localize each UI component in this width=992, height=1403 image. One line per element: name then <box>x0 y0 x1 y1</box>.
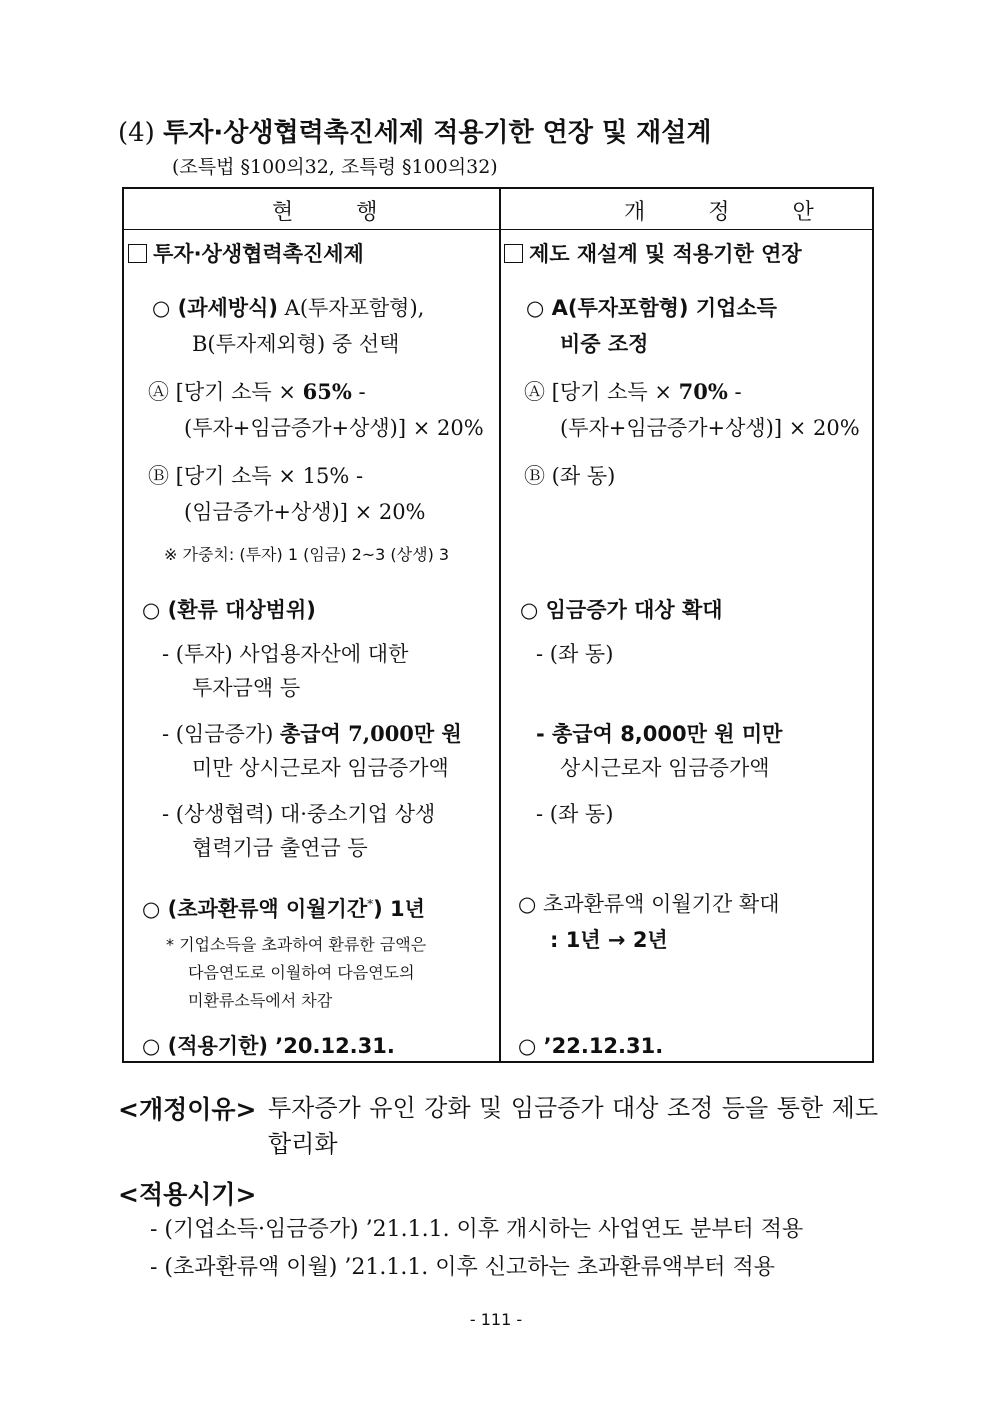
header-divider <box>124 229 872 230</box>
right-same-1: - (좌 동) <box>536 642 614 666</box>
left-invest-line2: 투자금액 등 <box>192 676 301 700</box>
right-formula-a-line2: (투자+임금증가+상생)] × 20% <box>560 416 860 440</box>
right-formula-a: Ⓐ [당기 소득 × 70% - <box>524 379 742 404</box>
left-wage-line2: 미만 상시근로자 임금증가액 <box>192 756 449 780</box>
apply-label: <적용시기> <box>118 1180 257 1209</box>
column-divider <box>499 189 501 1061</box>
right-formula-b: Ⓑ (좌 동) <box>524 464 616 488</box>
left-note-line1: * 기업소득을 초과하여 환류한 금액은 <box>166 935 427 954</box>
comparison-table <box>122 187 874 1063</box>
left-period: ○ (적용기한) ’20.12.31. <box>142 1034 395 1058</box>
header-proposed: 개 정 안 <box>624 200 842 225</box>
left-formula-b: Ⓑ [당기 소득 × 15% - <box>148 464 364 488</box>
right-heading: 제도 재설계 및 적용기한 연장 <box>504 239 802 269</box>
right-carry: ○ 초과환류액 이월기간 확대 <box>518 892 780 916</box>
header-current: 현 행 <box>272 200 406 225</box>
left-weights-note: ※ 가중치: (투자) 1 (임금) 2~3 (상생) 3 <box>164 545 450 564</box>
left-note-line3: 미환류소득에서 차감 <box>188 991 333 1010</box>
apply-line-1: - (기업소득·임금증가) ’21.1.1. 이후 개시하는 사업연도 분부터 적용 <box>150 1217 804 1242</box>
left-carry-period: ○ (초과환류액 이월기간*) 1년 <box>142 897 425 921</box>
checkbox-square-icon <box>128 244 147 263</box>
left-tax-method-line2: B(투자제외형) 중 선택 <box>192 332 400 356</box>
right-wage: - 총급여 8,000만 원 미만 <box>536 722 783 746</box>
left-coop-line2: 협력기금 출연금 등 <box>192 836 368 860</box>
right-period: ○ ’22.12.31. <box>518 1034 664 1058</box>
left-formula-a: Ⓐ [당기 소득 × 65% - <box>148 379 366 404</box>
section-number: (4) <box>118 118 155 148</box>
law-reference: (조특법 §100의32, 조특령 §100의32) <box>172 156 498 178</box>
left-heading: 투자·상생협력촉진세제 <box>128 239 364 269</box>
left-formula-b-line2: (임금증가+상생)] × 20% <box>184 500 426 524</box>
left-tax-method: ○ (과세방식) A(투자포함형), <box>152 296 425 320</box>
right-wage-line2: 상시근로자 임금증가액 <box>560 756 770 780</box>
page-number: - 111 - <box>469 1310 523 1329</box>
left-wage: - (임금증가) 총급여 7,000만 원 <box>162 721 462 746</box>
reason-text: 투자증가 유인 강화 및 임금증가 대상 조정 등을 통한 제도 합리화 <box>268 1094 878 1158</box>
section-title <box>118 112 712 149</box>
reason-label: <개정이유> <box>118 1095 257 1124</box>
apply-line-2: - (초과환류액 이월) ’21.1.1. 이후 신고하는 초과환류액부터 적용 <box>150 1255 776 1280</box>
left-formula-a-line2: (투자+임금증가+상생)] × 20% <box>184 416 484 440</box>
checkbox-square-icon <box>504 244 523 263</box>
left-coop: - (상생협력) 대·중소기업 상생 <box>162 802 436 826</box>
left-note-line2: 다음연도로 이월하여 다음연도의 <box>188 963 415 982</box>
right-wage-expand: ○ 임금증가 대상 확대 <box>520 598 723 622</box>
left-refund-scope: ○ (환류 대상범위) <box>142 598 316 622</box>
right-adjust-line2: 비중 조정 <box>560 332 649 356</box>
right-carry-line2: : 1년 → 2년 <box>550 928 668 952</box>
right-same-2: - (좌 동) <box>536 802 614 826</box>
section-title-text: 투자·상생협력촉진세제 적용기한 연장 및 재설계 <box>163 118 712 148</box>
left-invest: - (투자) 사업용자산에 대한 <box>162 642 409 666</box>
right-adjust: ○ A(투자포함형) 기업소득 <box>526 296 777 320</box>
